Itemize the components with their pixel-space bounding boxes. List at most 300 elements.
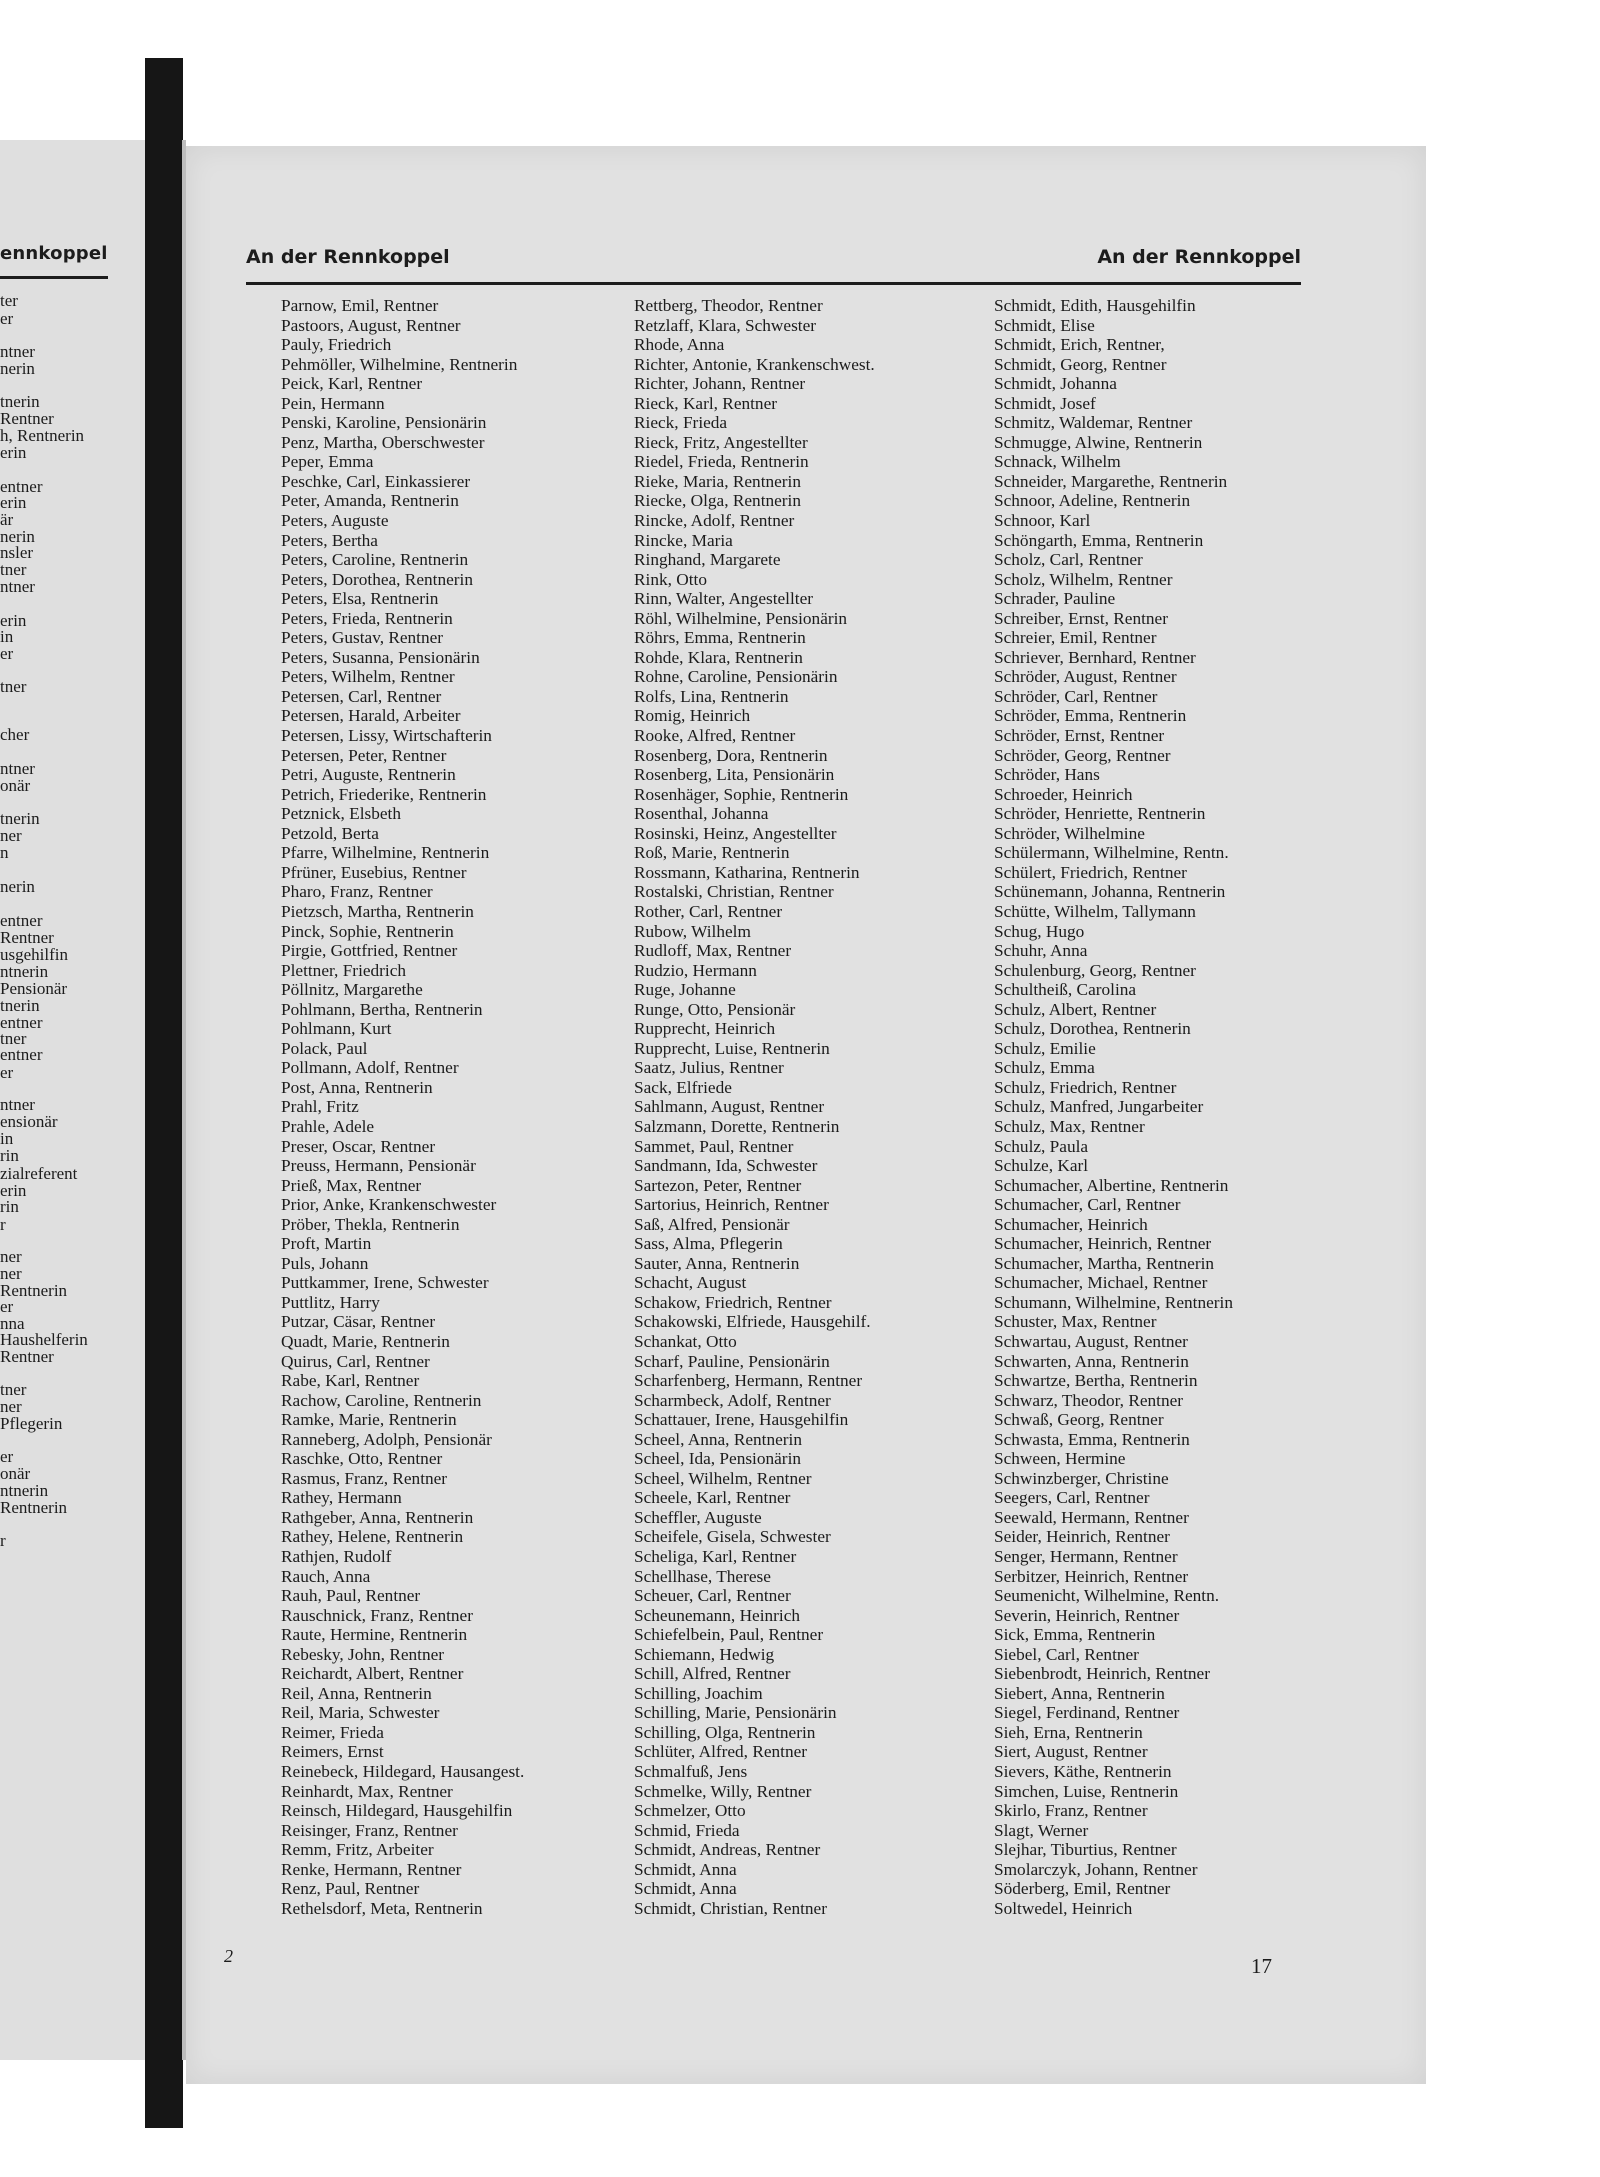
directory-entry: Rohne, Caroline, Pensionärin xyxy=(634,667,838,687)
directory-entry: Preuss, Hermann, Pensionär xyxy=(281,1156,476,1176)
directory-entry: Rauh, Paul, Rentner xyxy=(281,1586,421,1606)
directory-entry: Schriever, Bernhard, Rentner xyxy=(994,647,1196,667)
directory-entry: Schumacher, Heinrich xyxy=(994,1214,1148,1234)
directory-entry: Schmidt, Anna xyxy=(634,1859,737,1879)
directory-entry: Sartorius, Heinrich, Rentner xyxy=(634,1195,829,1215)
directory-entry: Rupprecht, Heinrich xyxy=(634,1019,776,1039)
directory-entry: Peters, Auguste xyxy=(281,511,389,531)
directory-entry: Quadt, Marie, Rentnerin xyxy=(281,1331,450,1351)
directory-entry: Schmidt, Anna xyxy=(634,1879,737,1899)
directory-entry: Pollmann, Adolf, Rentner xyxy=(281,1058,459,1078)
directory-entry: Siebert, Anna, Rentnerin xyxy=(994,1683,1165,1703)
directory-entry: Peschke, Carl, Einkassierer xyxy=(281,471,471,491)
left-page-fragment: h, Rentnerin xyxy=(0,426,85,445)
directory-entry: Scheuer, Carl, Rentner xyxy=(634,1586,791,1606)
directory-entry: Pauly, Friedrich xyxy=(281,335,392,355)
directory-entry: Scheffler, Auguste xyxy=(634,1507,762,1527)
directory-entry: Schakow, Friedrich, Rentner xyxy=(634,1292,832,1312)
directory-entry: Peters, Wilhelm, Rentner xyxy=(281,667,455,687)
left-page-fragment: ner xyxy=(0,826,22,845)
left-page-fragment: in xyxy=(0,627,14,646)
left-page-fragment: cher xyxy=(0,725,30,744)
directory-entry: Rother, Carl, Rentner xyxy=(634,901,783,921)
directory-entry: Serbitzer, Heinrich, Rentner xyxy=(994,1566,1189,1586)
directory-entry: Schülermann, Wilhelmine, Rentn. xyxy=(994,843,1229,863)
directory-entry: Raschke, Otto, Rentner xyxy=(281,1449,443,1469)
directory-entry: Siert, August, Rentner xyxy=(994,1742,1148,1762)
directory-column-3 xyxy=(994,296,1233,1918)
directory-entry: Riedel, Frieda, Rentnerin xyxy=(634,452,809,472)
directory-entry: Sartezon, Peter, Rentner xyxy=(634,1175,802,1195)
directory-entry: Schmidt, Elise xyxy=(994,315,1095,335)
directory-entry: Rupprecht, Luise, Rentnerin xyxy=(634,1038,830,1058)
left-page-fragment: ner xyxy=(0,1264,22,1283)
left-page-fragment: nerin xyxy=(0,527,35,546)
left-page-fragment: entner xyxy=(0,911,43,930)
directory-entry: Schumacher, Heinrich, Rentner xyxy=(994,1234,1212,1254)
directory-entry: Scheel, Ida, Pensionärin xyxy=(634,1449,802,1469)
directory-entry: Richter, Antonie, Krankenschwest. xyxy=(634,354,875,374)
directory-entry: Romig, Heinrich xyxy=(634,706,751,726)
directory-entry: Post, Anna, Rentnerin xyxy=(281,1077,433,1097)
left-page-fragment: ter xyxy=(0,291,18,310)
directory-entry: Rauschnick, Franz, Rentner xyxy=(281,1605,473,1625)
directory-entry: Pein, Hermann xyxy=(281,393,385,413)
directory-entry: Schmidt, Erich, Rentner, xyxy=(994,335,1165,355)
left-page-fragment: entner xyxy=(0,477,43,496)
directory-entry: Scharfenberg, Hermann, Rentner xyxy=(634,1371,863,1391)
directory-entry: Rasmus, Franz, Rentner xyxy=(281,1468,448,1488)
directory-entry: Schwartau, August, Rentner xyxy=(994,1331,1188,1351)
directory-entry: Puttkammer, Irene, Schwester xyxy=(281,1273,489,1293)
left-page-number: 2 xyxy=(224,1946,233,1966)
directory-entry: Petznick, Elsbeth xyxy=(281,804,401,824)
directory-entry: Puls, Johann xyxy=(281,1253,369,1273)
header-right-title: An der Rennkoppel xyxy=(1097,246,1301,268)
directory-entry: Preser, Oscar, Rentner xyxy=(281,1136,436,1156)
directory-entry: Scheunemann, Heinrich xyxy=(634,1605,801,1625)
directory-entry: Rohde, Klara, Rentnerin xyxy=(634,647,803,667)
directory-entry: Schulz, Manfred, Jungarbeiter xyxy=(994,1097,1204,1117)
directory-entry: Senger, Hermann, Rentner xyxy=(994,1547,1178,1566)
directory-entry: Reinebeck, Hildegard, Hausangest. xyxy=(281,1762,525,1782)
directory-entry: Rincke, Maria xyxy=(634,530,733,550)
left-page-fragment: Rentner xyxy=(0,409,54,428)
directory-entry: Schmugge, Alwine, Rentnerin xyxy=(994,432,1203,452)
directory-entry: Pehmöller, Wilhelmine, Rentnerin xyxy=(281,354,518,374)
left-page-fragment: tnerin xyxy=(0,809,40,828)
directory-entry: Rosenberg, Dora, Rentnerin xyxy=(634,745,828,765)
header-left-title: An der Rennkoppel xyxy=(246,246,450,268)
directory-entry: Reil, Maria, Schwester xyxy=(281,1703,440,1723)
directory-entry: Scheele, Karl, Rentner xyxy=(634,1488,791,1508)
directory-entry: Schmidt, Christian, Rentner xyxy=(634,1898,827,1918)
directory-entry: Schumacher, Albertine, Rentnerin xyxy=(994,1175,1229,1195)
directory-entry: Renz, Paul, Rentner xyxy=(281,1879,420,1899)
directory-entry: Quirus, Carl, Rentner xyxy=(281,1351,430,1371)
header-rule xyxy=(246,282,1301,285)
directory-entry: Schakowski, Elfriede, Hausgehilf. xyxy=(634,1312,871,1332)
directory-entry: Pfarre, Wilhelmine, Rentnerin xyxy=(281,843,490,863)
directory-entry: Pröber, Thekla, Rentnerin xyxy=(281,1214,460,1234)
directory-entry: Rudzio, Hermann xyxy=(634,960,757,980)
directory-entry: Slejhar, Tiburtius, Rentner xyxy=(994,1840,1177,1860)
page-number: 17 xyxy=(1251,1954,1272,1978)
directory-entry: Rachow, Caroline, Rentnerin xyxy=(281,1390,482,1410)
directory-entry: Sieh, Erna, Rentnerin xyxy=(994,1722,1143,1742)
directory-entry: Rosenhäger, Sophie, Rentnerin xyxy=(634,784,849,804)
left-page-fragment: Rentnerin xyxy=(0,1498,68,1517)
directory-entry: Prieß, Max, Rentner xyxy=(281,1175,422,1195)
directory-entry: Remm, Fritz, Arbeiter xyxy=(281,1840,434,1860)
left-page-fragment: rin xyxy=(0,1146,19,1165)
directory-entry: Scholz, Carl, Rentner xyxy=(994,550,1143,570)
directory-entry: Rieck, Karl, Rentner xyxy=(634,393,778,413)
directory-entry: Schilling, Joachim xyxy=(634,1683,763,1703)
directory-entry: Schröder, Hans xyxy=(994,765,1100,785)
directory-entry: Renke, Hermann, Rentner xyxy=(281,1859,462,1879)
left-page-fragment: rin xyxy=(0,1197,19,1216)
directory-entry: Scheel, Wilhelm, Rentner xyxy=(634,1468,812,1488)
directory-entry: Prior, Anke, Krankenschwester xyxy=(281,1195,497,1215)
directory-entry: Schwarten, Anna, Rentnerin xyxy=(994,1351,1189,1371)
directory-entry: Peper, Emma xyxy=(281,452,374,472)
directory-entry: Schankat, Otto xyxy=(634,1331,737,1351)
directory-entry: Peters, Dorothea, Rentnerin xyxy=(281,569,473,589)
directory-entry: Rosenthal, Johanna xyxy=(634,804,769,824)
directory-entry: Schultheiß, Carolina xyxy=(994,980,1137,1000)
directory-entry: Schulz, Emma xyxy=(994,1058,1095,1078)
directory-entry: Rauch, Anna xyxy=(281,1566,371,1586)
directory-entry: Schröder, Wilhelmine xyxy=(994,823,1145,843)
left-page-fragment: ntner xyxy=(0,577,35,596)
directory-entry: Schulz, Paula xyxy=(994,1136,1089,1156)
directory-entry: Schülert, Friedrich, Rentner xyxy=(994,862,1187,882)
directory-entry: Schill, Alfred, Rentner xyxy=(634,1664,791,1684)
directory-entry: Rabe, Karl, Rentner xyxy=(281,1371,420,1391)
directory-entry: Petri, Auguste, Rentnerin xyxy=(281,765,456,785)
directory-entry: Rolfs, Lina, Rentnerin xyxy=(634,686,789,706)
directory-entry: Plettner, Friedrich xyxy=(281,960,407,980)
directory-entry: Pastoors, August, Rentner xyxy=(281,315,461,335)
directory-entry: Schnack, Wilhelm xyxy=(994,452,1121,472)
directory-entry: Peters, Susanna, Pensionärin xyxy=(281,647,480,667)
directory-entry: Reimers, Ernst xyxy=(281,1742,384,1762)
left-page-fragment: ner xyxy=(0,1397,22,1416)
binding-spine xyxy=(145,58,183,2128)
directory-entry: Schulz, Albert, Rentner xyxy=(994,999,1157,1019)
directory-entry: Reinhardt, Max, Rentner xyxy=(281,1781,453,1801)
directory-entry: Peters, Elsa, Rentnerin xyxy=(281,589,439,609)
directory-entry: Schmidt, Josef xyxy=(994,393,1096,413)
directory-entry: Scharmbeck, Adolf, Rentner xyxy=(634,1390,831,1410)
directory-entry: Polack, Paul xyxy=(281,1038,368,1058)
directory-entry: Pietzsch, Martha, Rentnerin xyxy=(281,901,474,921)
directory-entry: Schween, Hermine xyxy=(994,1449,1126,1469)
left-page-header: ennkoppel xyxy=(0,243,108,264)
left-page-fragment: ntner xyxy=(0,759,35,778)
left-page-fragment: ensionär xyxy=(0,1112,58,1131)
left-page-fragment: r xyxy=(0,1215,6,1234)
directory-entry: Pharo, Franz, Rentner xyxy=(281,882,433,902)
directory-entry: Schilling, Marie, Pensionärin xyxy=(634,1703,837,1723)
directory-entry: Saatz, Julius, Rentner xyxy=(634,1058,784,1078)
directory-entry: Schmalfuß, Jens xyxy=(634,1762,748,1782)
directory-entry: Siebenbrodt, Heinrich, Rentner xyxy=(994,1664,1210,1684)
left-page-fragment: ntnerin xyxy=(0,1481,49,1500)
left-page-fragment: er xyxy=(0,1063,14,1082)
directory-entry: Petrich, Friederike, Rentnerin xyxy=(281,784,487,804)
directory-entry: Rieck, Fritz, Angestellter xyxy=(634,432,808,452)
directory-entry: Rudloff, Max, Rentner xyxy=(634,941,792,961)
directory-entry: Parnow, Emil, Rentner xyxy=(281,296,439,315)
directory-entry: Rebesky, John, Rentner xyxy=(281,1644,445,1664)
directory-entry: Rosenberg, Lita, Pensionärin xyxy=(634,765,835,785)
directory-entry: Peters, Bertha xyxy=(281,530,378,550)
directory-entry: Schiefelbein, Paul, Rentner xyxy=(634,1625,824,1645)
directory-entry: Reisinger, Franz, Rentner xyxy=(281,1820,458,1840)
directory-entry: Pirgie, Gottfried, Rentner xyxy=(281,941,458,961)
left-page-fragment: tner xyxy=(0,677,27,696)
directory-entry: Rathey, Helene, Rentnerin xyxy=(281,1527,464,1547)
left-page-fragment: r xyxy=(0,1531,6,1550)
left-page-fragment: Rentnerin xyxy=(0,1281,68,1300)
directory-entry: Sammet, Paul, Rentner xyxy=(634,1136,794,1156)
directory-entry: Rethelsdorf, Meta, Rentnerin xyxy=(281,1898,483,1918)
directory-entry: Schreiber, Ernst, Rentner xyxy=(994,608,1168,628)
directory-entry: Petersen, Carl, Rentner xyxy=(281,686,442,706)
directory-entry: Rosinski, Heinz, Angestellter xyxy=(634,823,837,843)
directory-entry: Schmidt, Johanna xyxy=(994,374,1117,394)
directory-entry: Rossmann, Katharina, Rentnerin xyxy=(634,862,860,882)
directory-entry: Smolarczyk, Johann, Rentner xyxy=(994,1859,1198,1879)
left-page-fragment: er xyxy=(0,644,14,663)
directory-entry: Schwartze, Bertha, Rentnerin xyxy=(994,1371,1198,1391)
directory-entry: Petersen, Harald, Arbeiter xyxy=(281,706,461,726)
left-page-fragment: erin xyxy=(0,443,27,462)
directory-entry: Peters, Caroline, Rentnerin xyxy=(281,550,469,570)
left-header-rule xyxy=(0,276,108,279)
directory-entry: Slagt, Werner xyxy=(994,1820,1089,1840)
left-page-fragment: Rentner xyxy=(0,928,54,947)
directory-entry: Schumann, Wilhelmine, Rentnerin xyxy=(994,1292,1233,1312)
directory-entry: Schöngarth, Emma, Rentnerin xyxy=(994,530,1204,550)
directory-entry: Reinsch, Hildegard, Hausgehilfin xyxy=(281,1801,513,1821)
directory-entry: Reichardt, Albert, Rentner xyxy=(281,1664,464,1684)
directory-entry: Schreier, Emil, Rentner xyxy=(994,628,1157,648)
directory-entry: Siegel, Ferdinand, Rentner xyxy=(994,1703,1180,1723)
directory-entry: Schünemann, Johanna, Rentnerin xyxy=(994,882,1226,902)
directory-entry: Sauter, Anna, Rentnerin xyxy=(634,1253,800,1273)
directory-entry: Siebel, Carl, Rentner xyxy=(994,1644,1139,1664)
directory-entry: Schröder, August, Rentner xyxy=(994,667,1177,687)
directory-entry: Scholz, Wilhelm, Rentner xyxy=(994,569,1173,589)
directory-entry: Seumenicht, Wilhelmine, Rentn. xyxy=(994,1586,1220,1606)
directory-entry: Saß, Alfred, Pensionär xyxy=(634,1214,790,1234)
left-page-fragment: erin xyxy=(0,611,27,630)
left-page-fragment: zialreferent xyxy=(0,1164,78,1183)
directory-entry: Seider, Heinrich, Rentner xyxy=(994,1527,1170,1547)
directory-entry: Röhrs, Emma, Rentnerin xyxy=(634,628,806,648)
directory-entry: Schmitz, Waldemar, Rentner xyxy=(994,413,1193,433)
directory-entry: Putzar, Cäsar, Rentner xyxy=(281,1312,436,1332)
directory-entry: Rieke, Maria, Rentnerin xyxy=(634,471,801,491)
directory-entry: Schumacher, Michael, Rentner xyxy=(994,1273,1208,1293)
directory-entry: Scheifele, Gisela, Schwester xyxy=(634,1527,831,1547)
directory-entry: Schulz, Dorothea, Rentnerin xyxy=(994,1019,1191,1039)
directory-entry: Severin, Heinrich, Rentner xyxy=(994,1605,1180,1625)
left-page-fragment: ntner xyxy=(0,1095,35,1114)
left-page-fragment: tner xyxy=(0,1029,27,1048)
directory-entry: Sandmann, Ida, Schwester xyxy=(634,1156,818,1176)
left-page-fragment: nsler xyxy=(0,543,34,562)
left-page-fragment: entner xyxy=(0,1013,43,1032)
left-page-fragment: er xyxy=(0,1297,14,1316)
directory-entry: Pinck, Sophie, Rentnerin xyxy=(281,921,454,941)
directory-entry: Penz, Martha, Oberschwester xyxy=(281,432,485,452)
directory-entry: Roß, Marie, Rentnerin xyxy=(634,843,790,863)
directory-entry: Schroeder, Heinrich xyxy=(994,784,1133,804)
directory-entry: Prahle, Adele xyxy=(281,1116,375,1136)
directory-entry: Schmidt, Andreas, Rentner xyxy=(634,1840,821,1860)
directory-entry: Sack, Elfriede xyxy=(634,1077,732,1097)
directory-entry: Schilling, Olga, Rentnerin xyxy=(634,1722,816,1742)
left-page-fragment: ntner xyxy=(0,342,35,361)
directory-entry: Schnoor, Adeline, Rentnerin xyxy=(994,491,1191,511)
directory-column-2 xyxy=(634,296,875,1918)
directory-entry: Schröder, Carl, Rentner xyxy=(994,686,1158,706)
directory-entry: Runge, Otto, Pensionär xyxy=(634,999,796,1019)
directory-entry: Pfrüner, Eusebius, Rentner xyxy=(281,862,467,882)
directory-entry: Schug, Hugo xyxy=(994,921,1085,941)
directory-entry: Raute, Hermine, Rentnerin xyxy=(281,1625,468,1645)
directory-entry: Schröder, Ernst, Rentner xyxy=(994,726,1165,746)
directory-entry: Rubow, Wilhelm xyxy=(634,921,751,941)
directory-entry: Simchen, Luise, Rentnerin xyxy=(994,1781,1179,1801)
directory-entry: Pöllnitz, Margarethe xyxy=(281,980,423,1000)
directory-entry: Rincke, Adolf, Rentner xyxy=(634,511,795,531)
left-page-fragment: Haushelferin xyxy=(0,1330,88,1349)
left-page-fragment: erin xyxy=(0,493,27,512)
directory-entry: Schmidt, Georg, Rentner xyxy=(994,354,1167,374)
directory-entry: Rathey, Hermann xyxy=(281,1488,402,1508)
directory-entry: Richter, Johann, Rentner xyxy=(634,374,806,394)
left-page-fragment: erin xyxy=(0,1181,27,1200)
left-page-fragment: nerin xyxy=(0,359,35,378)
directory-entry: Schellhase, Therese xyxy=(634,1566,771,1586)
directory-entry: Schütte, Wilhelm, Tallymann xyxy=(994,901,1196,921)
directory-entry: Rathjen, Rudolf xyxy=(281,1547,392,1566)
directory-entry: Ruge, Johanne xyxy=(634,980,736,1000)
left-page-fragment: ntnerin xyxy=(0,962,49,981)
directory-entry: Scheliga, Karl, Rentner xyxy=(634,1547,797,1566)
directory-entry: Schneider, Margarethe, Rentnerin xyxy=(994,471,1228,491)
directory-entry: Schmelzer, Otto xyxy=(634,1801,746,1821)
directory-entry: Petersen, Lissy, Wirtschafterin xyxy=(281,726,492,746)
directory-entry: Pohlmann, Kurt xyxy=(281,1019,392,1039)
left-page-fragment: onär xyxy=(0,1464,31,1483)
directory-entry: Seewald, Hermann, Rentner xyxy=(994,1507,1189,1527)
directory-entry: Sahlmann, August, Rentner xyxy=(634,1097,825,1117)
directory-entry: Peter, Amanda, Rentnerin xyxy=(281,491,459,511)
directory-entry: Schuhr, Anna xyxy=(994,941,1088,961)
left-page-fragment: nna xyxy=(0,1314,25,1333)
directory-entry: Retzlaff, Klara, Schwester xyxy=(634,315,817,335)
directory-entry: Ramke, Marie, Rentnerin xyxy=(281,1410,457,1430)
left-page-fragment: Pensionär xyxy=(0,979,68,998)
directory-entry: Salzmann, Dorette, Rentnerin xyxy=(634,1116,840,1136)
left-page-fragment: usgehilfin xyxy=(0,945,68,964)
directory-entry: Rhode, Anna xyxy=(634,335,725,355)
directory-entry: Schattauer, Irene, Hausgehilfin xyxy=(634,1410,849,1430)
left-page-fragment: Rentner xyxy=(0,1347,54,1366)
directory-entry: Schröder, Henriette, Rentnerin xyxy=(994,804,1206,824)
directory-entry: Rink, Otto xyxy=(634,569,707,589)
directory-entry: Peters, Gustav, Rentner xyxy=(281,628,444,648)
directory-entry: Penski, Karoline, Pensionärin xyxy=(281,413,487,433)
left-page-fragment: är xyxy=(0,510,14,529)
directory-entry: Soltwedel, Heinrich xyxy=(994,1898,1133,1918)
directory-entry: Petersen, Peter, Rentner xyxy=(281,745,447,765)
directory-entry: Rooke, Alfred, Rentner xyxy=(634,726,796,746)
right-page xyxy=(186,146,1426,2084)
directory-entry: Schulz, Max, Rentner xyxy=(994,1116,1145,1136)
directory-entry: Söderberg, Emil, Rentner xyxy=(994,1879,1171,1899)
directory-entry: Rieck, Frieda xyxy=(634,413,728,433)
directory-entry: Proft, Martin xyxy=(281,1234,372,1254)
directory-entry: Schacht, August xyxy=(634,1273,747,1293)
directory-entry: Scharf, Pauline, Pensionärin xyxy=(634,1351,830,1371)
directory-entry: Rathgeber, Anna, Rentnerin xyxy=(281,1507,474,1527)
directory-column-1 xyxy=(281,296,524,1918)
left-page-fragment: er xyxy=(0,309,14,328)
directory-entry: Riecke, Olga, Rentnerin xyxy=(634,491,801,511)
left-page-fragment: n xyxy=(0,843,9,862)
left-page-fragment: in xyxy=(0,1129,14,1148)
directory-entry: Sass, Alma, Pflegerin xyxy=(634,1234,783,1254)
directory-entry: Sievers, Käthe, Rentnerin xyxy=(994,1762,1172,1782)
directory-entry: Schmelke, Willy, Rentner xyxy=(634,1781,812,1801)
directory-entry: Rettberg, Theodor, Rentner xyxy=(634,296,823,315)
left-page-fragment: nerin xyxy=(0,877,35,896)
page-header xyxy=(246,246,1301,276)
directory-entry: Schröder, Georg, Rentner xyxy=(994,745,1171,765)
directory-entry: Skirlo, Franz, Rentner xyxy=(994,1801,1148,1821)
directory-entry: Peters, Frieda, Rentnerin xyxy=(281,608,453,628)
directory-entry: Seegers, Carl, Rentner xyxy=(994,1488,1150,1508)
directory-entry: Schwasta, Emma, Rentnerin xyxy=(994,1429,1190,1449)
directory-entry: Schuster, Max, Rentner xyxy=(994,1312,1157,1332)
directory-entry: Petzold, Berta xyxy=(281,823,379,843)
left-page-fragment: entner xyxy=(0,1045,43,1064)
left-page-fragment: tner xyxy=(0,1380,27,1399)
directory-entry: Reimer, Frieda xyxy=(281,1722,384,1742)
directory-entry: Schumacher, Martha, Rentnerin xyxy=(994,1253,1215,1273)
left-page-fragment: onär xyxy=(0,776,31,795)
directory-entry: Schwaß, Georg, Rentner xyxy=(994,1410,1164,1430)
directory-entry: Ringhand, Margarete xyxy=(634,550,781,570)
directory-entry: Scheel, Anna, Rentnerin xyxy=(634,1429,802,1449)
directory-entry: Schumacher, Carl, Rentner xyxy=(994,1195,1181,1215)
directory-entry: Schmid, Frieda xyxy=(634,1820,740,1840)
left-page-fragment: er xyxy=(0,1447,14,1466)
directory-entry: Schmidt, Edith, Hausgehilfin xyxy=(994,296,1196,315)
directory-entry: Peick, Karl, Rentner xyxy=(281,374,423,394)
left-page-fragment: Pflegerin xyxy=(0,1414,63,1433)
directory-entry: Schnoor, Karl xyxy=(994,511,1091,531)
directory-entry: Sick, Emma, Rentnerin xyxy=(994,1625,1156,1645)
directory-entry: Schwarz, Theodor, Rentner xyxy=(994,1390,1184,1410)
